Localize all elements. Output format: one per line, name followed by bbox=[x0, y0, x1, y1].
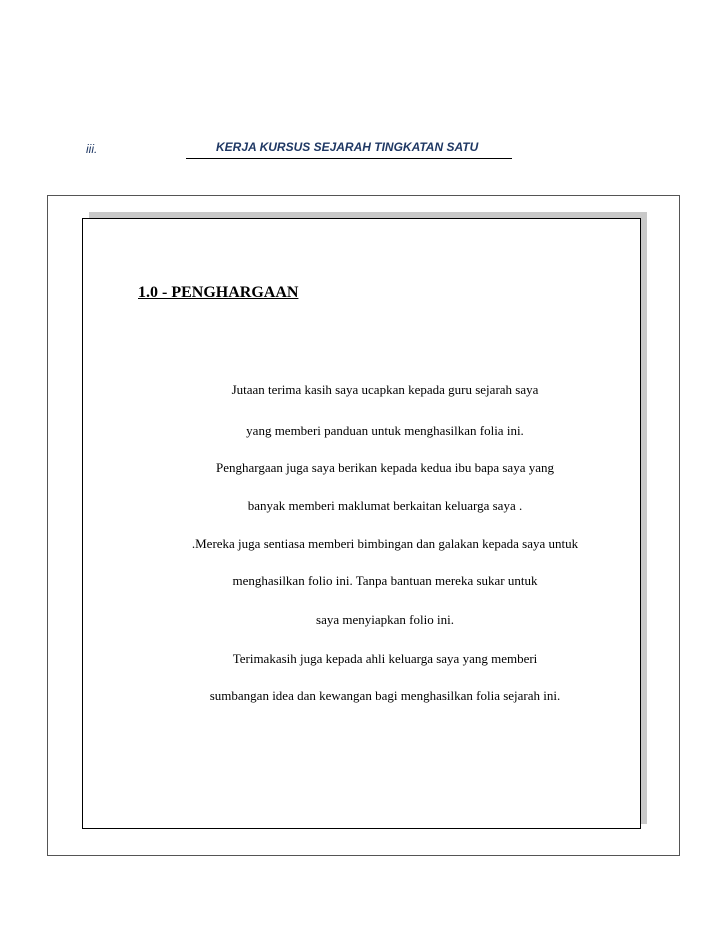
paragraph-line: .Mereka juga sentiasa memberi bimbingan dan galakan kepada saya untuk bbox=[191, 536, 579, 551]
page-number: iii. bbox=[86, 142, 98, 156]
paragraph-line: Terimakasih juga kepada ahli keluarga saya yang memberi bbox=[232, 651, 538, 666]
content-box bbox=[82, 218, 641, 829]
paragraph-line: banyak memberi maklumat berkaitan keluarga saya . bbox=[247, 498, 523, 513]
paragraph-line: yang memberi panduan untuk menghasilkan folia ini. bbox=[246, 423, 524, 438]
section-heading: 1.0 - PENGHARGAAN bbox=[138, 284, 299, 301]
document-header-title: KERJA KURSUS SEJARAH TINGKATAN SATU bbox=[186, 140, 512, 159]
paragraph-line: saya menyiapkan folio ini. bbox=[316, 612, 454, 627]
paragraph-line: menghasilkan folio ini. Tanpa bantuan mereka sukar untuk bbox=[232, 573, 538, 588]
paragraph-line: Penghargaan juga saya berikan kepada kedua ibu bapa saya yang bbox=[216, 460, 554, 475]
paragraph-line: sumbangan idea dan kewangan bagi menghasilkan folia sejarah ini. bbox=[209, 688, 561, 703]
paragraph-line: Jutaan terima kasih saya ucapkan kepada guru sejarah saya bbox=[231, 382, 539, 397]
